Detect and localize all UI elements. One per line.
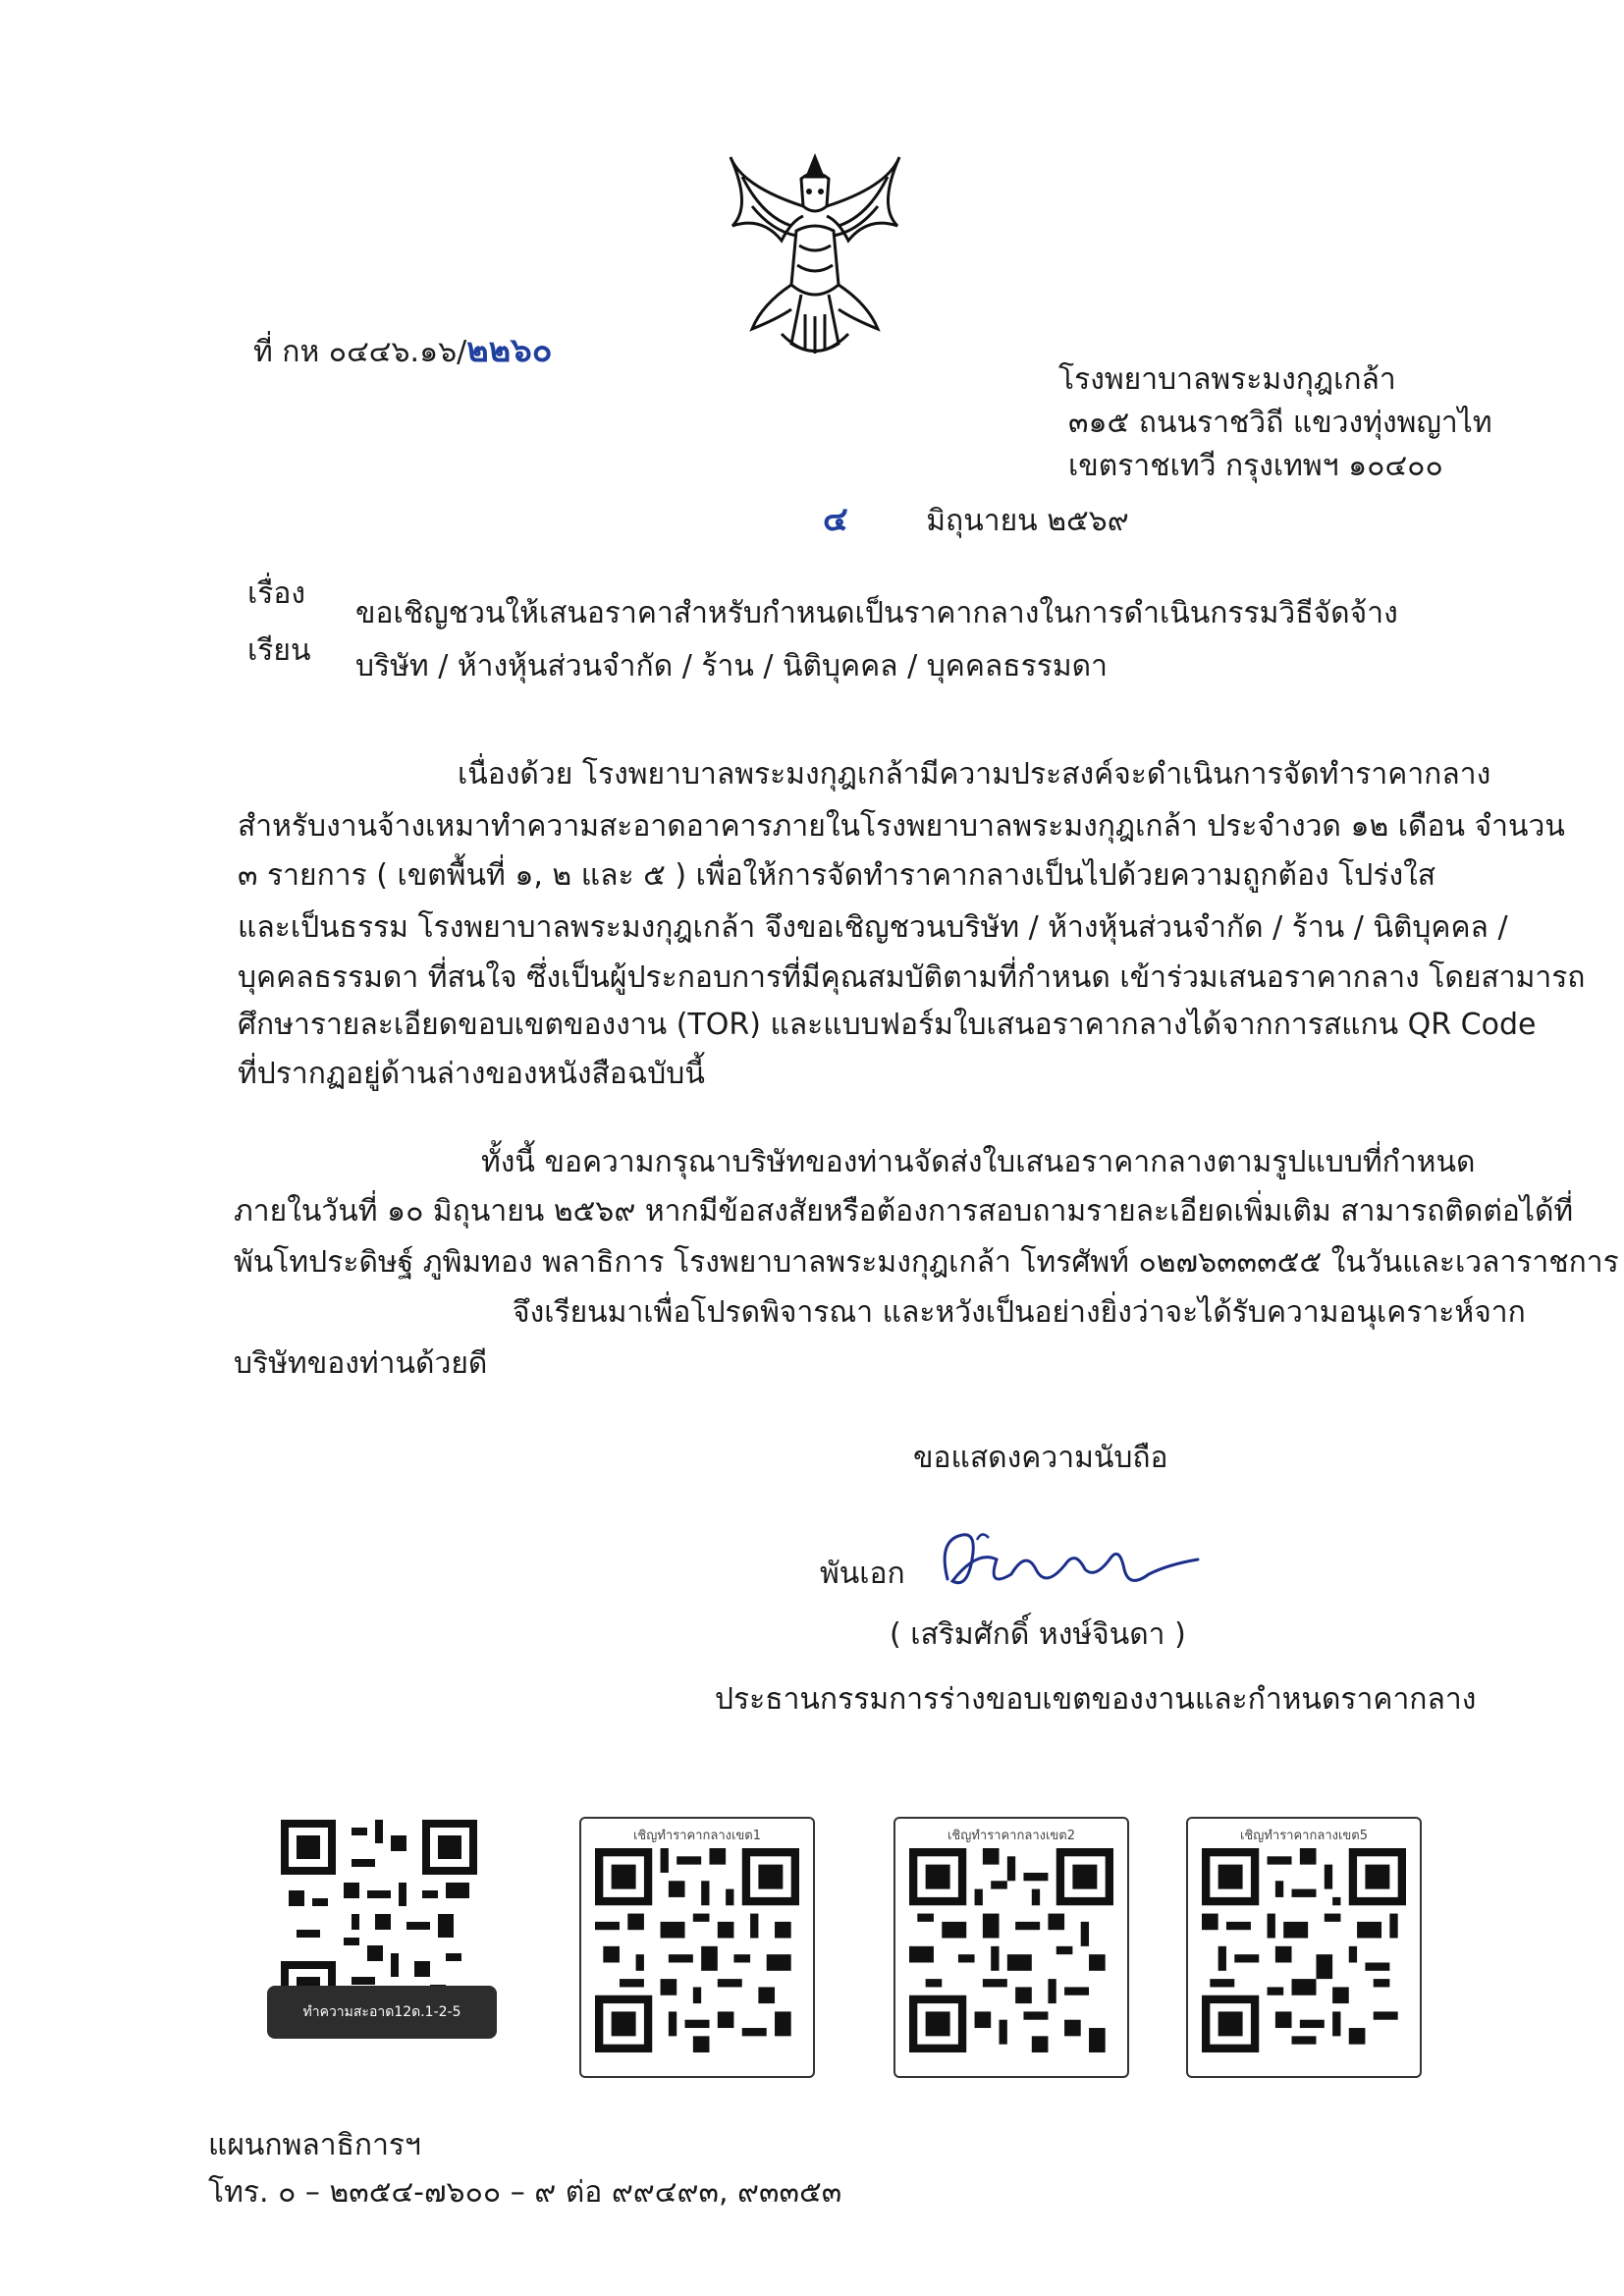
subject-text: ขอเชิญชวนให้เสนอราคาสำหรับกำหนดเป็นราคากลางในการดำเนินกรรมวิธีจัดจ้าง (355, 596, 1398, 630)
signer-rank: พันเอก (820, 1557, 905, 1591)
body-line: ภายในวันที่ ๑๐ มิถุนายน ๒๕๖๙ หากมีข้อสงสัยหรือต้องการสอบถามรายละเอียดเพิ่มเติม สามารถติดต่อได้ที่ (234, 1194, 1574, 1229)
qr-code-icon (909, 1848, 1113, 2052)
garuda-emblem (723, 147, 907, 368)
closing: ขอแสดงความนับถือ (913, 1441, 1168, 1475)
body-line: ที่ปรากฏอยู่ด้านล่างของหนังสือฉบับนี้ (238, 1057, 705, 1091)
reference-prefix: ที่ กห ๐๔๔๖.๑๖/ (253, 335, 467, 369)
qr-badge-label: ทำความสะอาด12ด.1-2-5 (267, 1986, 497, 2039)
date-month-year: มิถุนายน ๒๕๖๙ (926, 504, 1129, 538)
body-line: บริษัทของท่านด้วยดี (234, 1346, 488, 1381)
signature (918, 1520, 1203, 1613)
qr-code-zone-5[interactable] (1186, 1817, 1422, 2078)
date-handwritten-day: ๔ (823, 500, 848, 539)
date (823, 500, 1129, 539)
salutation-label: เรียน (247, 633, 311, 668)
body-line: จึงเรียนมาเพื่อโปรดพิจารณา และหวังเป็นอย่างยิ่งว่าจะได้รับความอนุเคราะห์จาก (513, 1295, 1526, 1330)
sender-name: โรงพยาบาลพระมงกุฎเกล้า (1058, 362, 1396, 397)
sender-address-line2: เขตราชเทวี กรุงเทพฯ ๑๐๔๐๐ (1068, 449, 1443, 483)
qr-caption-zone-1: เชิญทำราคากลางเขต1 (632, 1829, 762, 1843)
reference-number (253, 331, 553, 370)
body-line: พันโทประดิษฐ์ ภูพิมทอง พลาธิการ โรงพยาบาลพระมงกุฎเกล้า โทรศัพท์ ๐๒๗๖๓๓๓๕๕ ในวันและเวลาราชการ (234, 1245, 1619, 1280)
body-line: และเป็นธรรม โรงพยาบาลพระมงกุฎเกล้า จึงขอเชิญชวนบริษัท / ห้างหุ้นส่วนจำกัด / ร้าน / นิติบุคคล / (238, 910, 1508, 945)
salutation-text: บริษัท / ห้างหุ้นส่วนจำกัด / ร้าน / นิติบุคคล / บุคคลธรรมดา (355, 649, 1108, 683)
subject-label: เรื่อง (247, 576, 306, 611)
body-line: บุคคลธรรมดา ที่สนใจ ซึ่งเป็นผู้ประกอบการที่มีคุณสมบัติตามที่กำหนด เข้าร่วมเสนอราคากลาง โดยสามารถ (238, 960, 1586, 995)
qr-code-zone-2[interactable] (893, 1817, 1129, 2078)
body-line: ศึกษารายละเอียดขอบเขตของงาน (TOR) และแบบฟอร์มใบเสนอราคากลางได้จากการสแกน QR Code (238, 1008, 1537, 1042)
body-line: เนื่องด้วย โรงพยาบาลพระมงกุฎเกล้ามีความประสงค์จะดำเนินการจัดทำราคากลาง (458, 757, 1491, 792)
signer-title: ประธานกรรมการร่างขอบเขตของงานและกำหนดราคากลาง (715, 1682, 1477, 1717)
qr-code-icon (595, 1848, 799, 2052)
qr-caption-zone-5: เชิญทำราคากลางเขต5 (1239, 1829, 1369, 1843)
body-line: สำหรับงานจ้างเหมาทำความสะอาดอาคารภายในโรงพยาบาลพระมงกุฎเกล้า ประจำงวด ๑๒ เดือน จำนวน (238, 809, 1565, 844)
sender-address-line1: ๓๑๕ ถนนราชวิถี แขวงทุ่งพญาไท (1068, 406, 1492, 440)
qr-caption-zone-2: เชิญทำราคากลางเขต2 (947, 1829, 1076, 1843)
qr-code-zone-1[interactable] (579, 1817, 815, 2078)
body-line: ทั้งนี้ ขอความกรุณาบริษัทของท่านจัดส่งใบเสนอราคากลางตามรูปแบบที่กำหนด (481, 1145, 1476, 1179)
footer-phone: โทร. ๐ – ๒๓๕๔-๗๖๐๐ – ๙ ต่อ ๙๙๔๙๓, ๙๓๓๕๓ (208, 2175, 842, 2210)
reference-handwritten-number: ๒๒๖๐ (466, 331, 553, 370)
body-line: ๓ รายการ ( เขตพื้นที่ ๑, ๒ และ ๕ ) เพื่อให้การจัดทำราคากลางเป็นไปด้วยความถูกต้อง โปร่งใส (238, 858, 1436, 893)
qr-code-icon (1202, 1848, 1406, 2052)
signer-name: ( เสริมศักดิ์ หงษ์จินดา ) (890, 1617, 1186, 1652)
footer-department: แผนกพลาธิการฯ (208, 2128, 421, 2162)
